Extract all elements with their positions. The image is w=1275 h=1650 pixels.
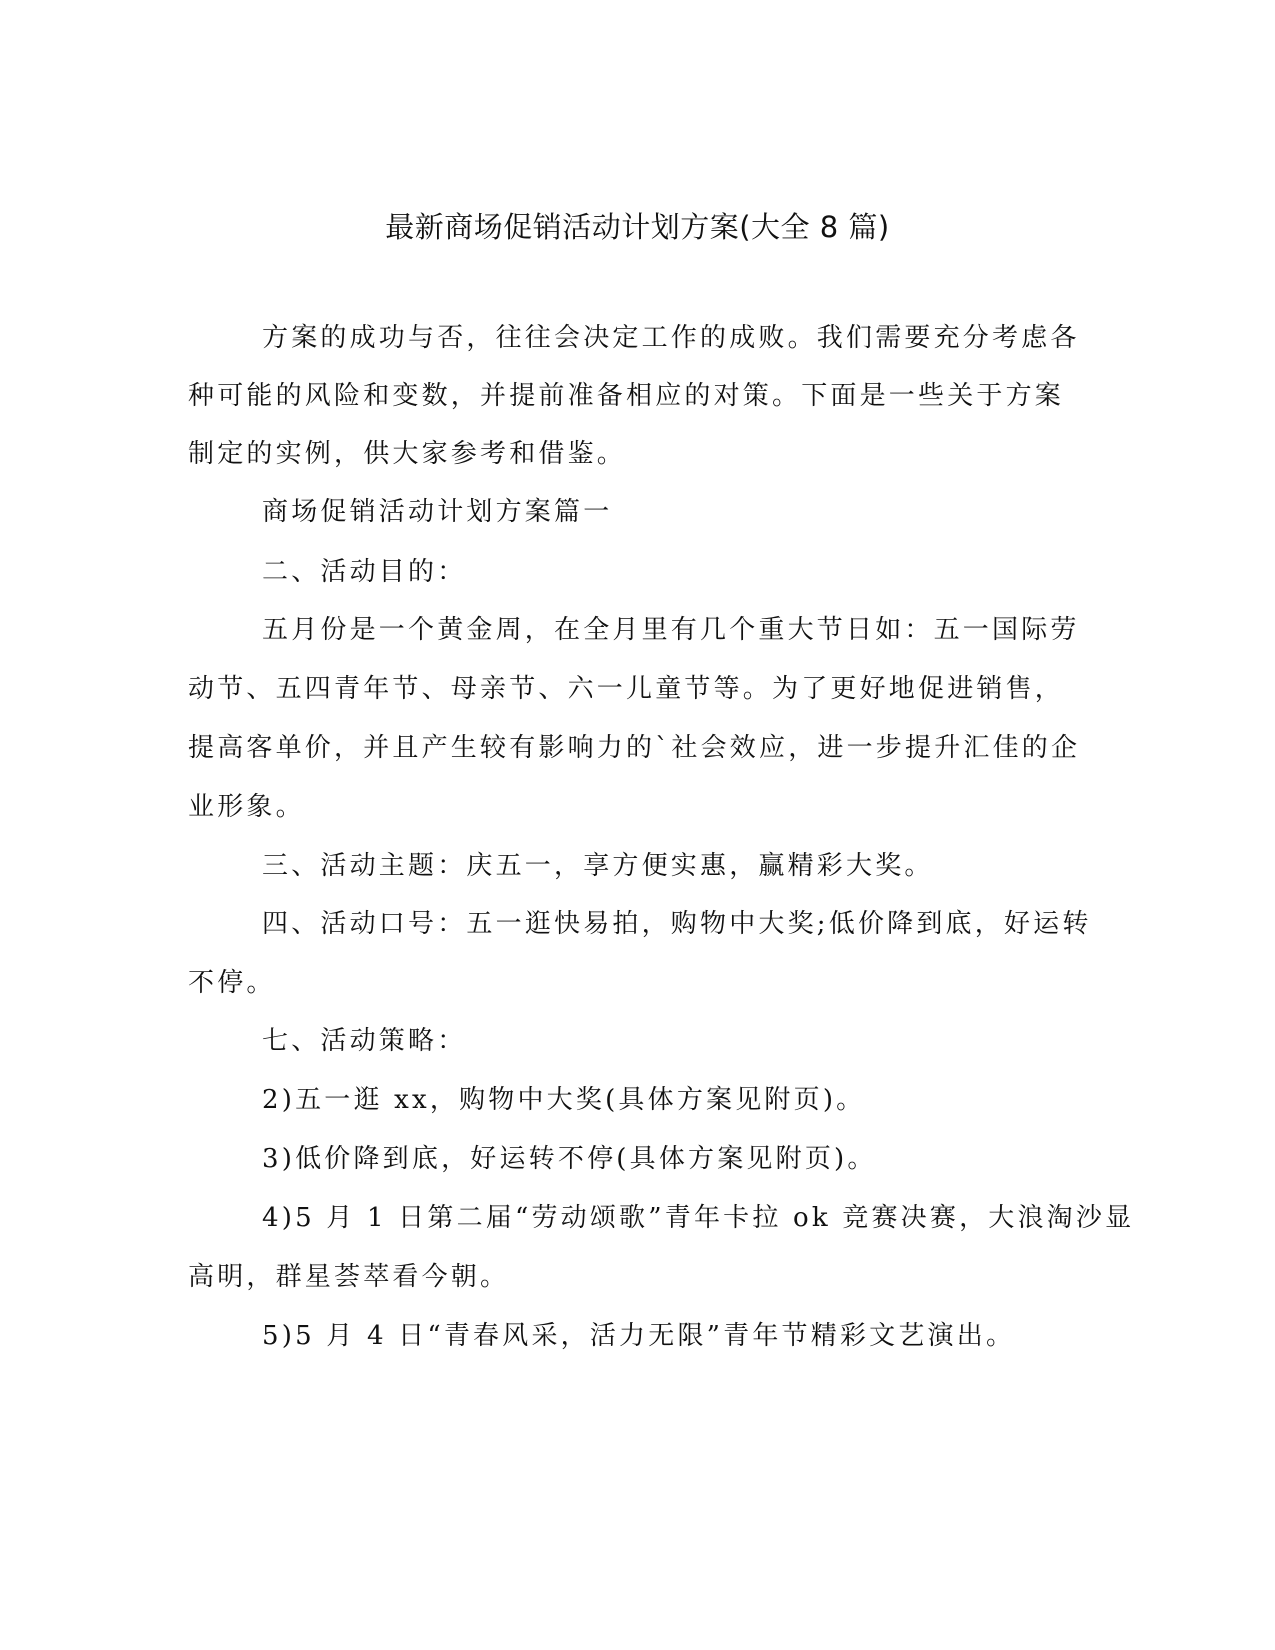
document-title: 最新商场促销活动计划方案(大全 8 篇)	[385, 210, 890, 244]
body-line: 五月份是一个黄金周，在全月里有几个重大节日如：五一国际劳	[262, 615, 1080, 645]
body-line: 方案的成功与否，往往会决定工作的成败。我们需要充分考虑各	[262, 323, 1080, 353]
body-line: 三、活动主题：庆五一，享方便实惠，赢精彩大奖。	[262, 851, 934, 881]
body-line: 动节、五四青年节、母亲节、六一儿童节等。为了更好地促进销售，	[188, 674, 1065, 704]
section-heading: 商场促销活动计划方案篇一	[262, 497, 613, 527]
body-line: 二、活动目的：	[262, 557, 467, 587]
body-line: 七、活动策略：	[262, 1026, 467, 1056]
body-line: 高明，群星荟萃看今朝。	[188, 1262, 510, 1292]
body-line: 2)五一逛 xx，购物中大奖(具体方案见附页)。	[262, 1085, 866, 1115]
body-line: 不停。	[188, 968, 276, 998]
body-line: 提高客单价，并且产生较有影响力的`社会效应，进一步提升汇佳的企	[188, 733, 1081, 763]
body-line: 3)低价降到底，好运转不停(具体方案见附页)。	[262, 1144, 877, 1174]
body-line: 种可能的风险和变数，并提前准备相应的对策。下面是一些关于方案	[188, 381, 1065, 411]
body-line: 制定的实例，供大家参考和借鉴。	[188, 439, 627, 469]
body-line: 四、活动口号：五一逛快易拍，购物中大奖;低价降到底，好运转	[262, 909, 1092, 939]
body-line: 5)5 月 4 日“青春风采，活力无限”青年节精彩文艺演出。	[262, 1321, 1016, 1351]
body-line: 4)5 月 1 日第二届“劳动颂歌”青年卡拉 ok 竞赛决赛，大浪淘沙显	[262, 1203, 1135, 1233]
body-line: 业形象。	[188, 792, 305, 822]
